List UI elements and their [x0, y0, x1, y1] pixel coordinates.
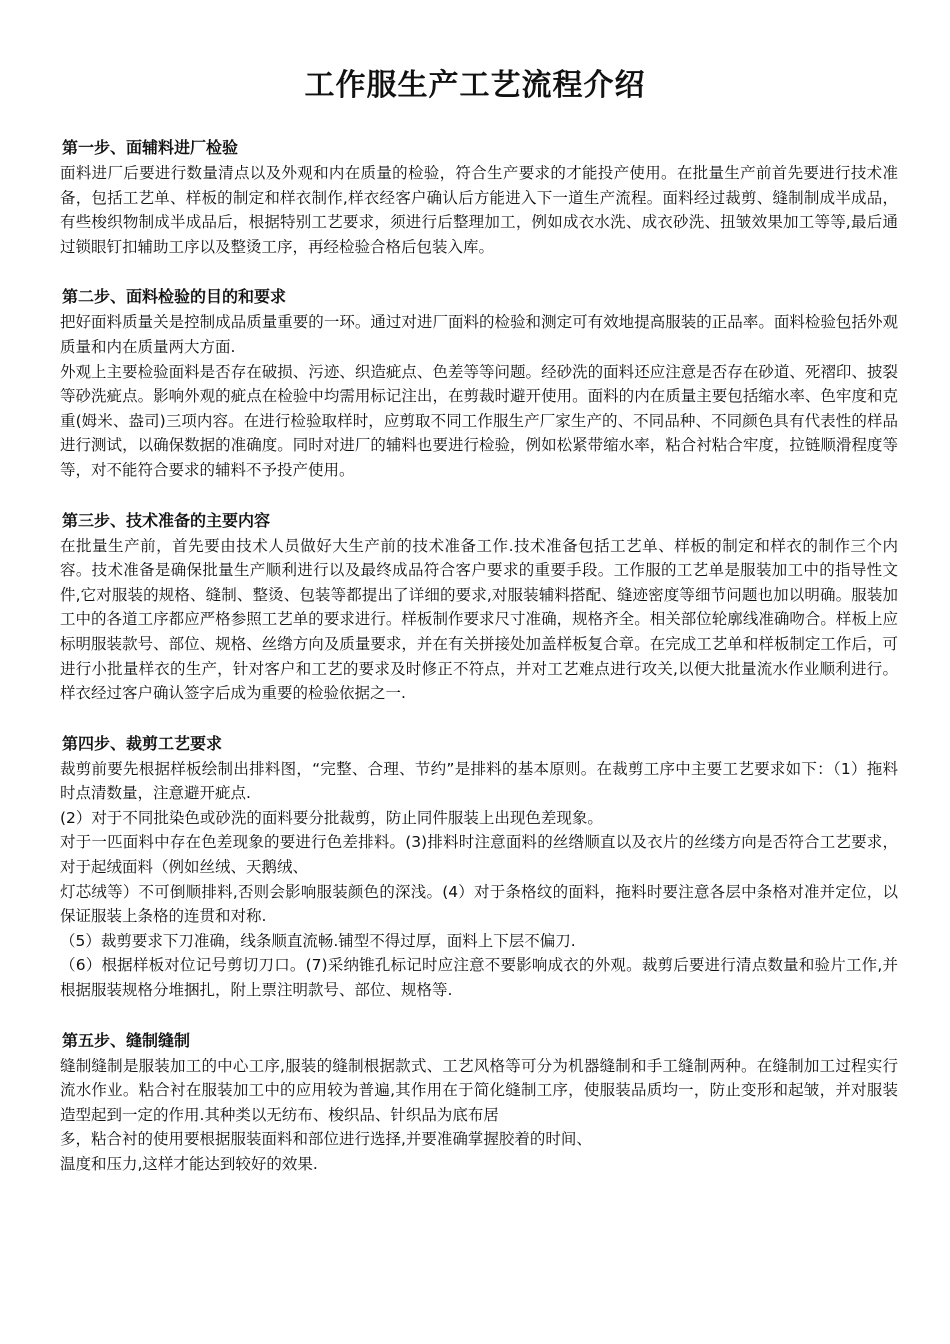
paragraph: （5）裁剪要求下刀准确，线条顺直流畅.铺型不得过厚，面料上下层不偏刀.	[60, 931, 576, 950]
paragraph: （6）根据样板对位记号剪切刀口。(7)采纳锥孔标记时应注意不要影响成衣的外观。裁剪后要进行清点数量和验片工作,并根据服装规格分堆捆扎，附上票注明款号、部位、规格等.	[60, 956, 898, 1000]
paragraph: 温度和压力,这样才能达到较好的效果.	[60, 1155, 318, 1173]
section-heading: 第五步、缝制缝制	[62, 1030, 191, 1050]
section-heading: 第三步、技术准备的主要内容	[62, 510, 271, 530]
document-body	[60, 136, 898, 1203]
section-heading: 第一步、面辅料进厂检验	[62, 138, 239, 157]
paragraph: 裁剪前要先根据样板绘制出排料图，“完整、合理、节约”是排料的基本原则。在裁剪工序中主要工艺要求如下：（1）拖料时点清数量，注意避开疵点.	[60, 759, 898, 803]
paragraph: 在批量生产前，首先要由技术人员做好大生产前的技术准备工作.技术准备包括工艺单、样板的制定和样衣的制作三个内容。技术准备是确保批量生产顺利进行以及最终成品符合客户要求的重要手段。工作服的工艺单是服装加工中的指导性文件,它对服装的规格、缝制、整烫、包装等都提出了详细的要求,对服装辅料搭配、缝迹密度等细节问题也加以明确。服装加工中的各道工序都应严格参照工艺单的要求进行。样板制作要求尺寸准确，规格齐全。相关部位轮廓线准确吻合。样板上应标明服装款号、部位、规格、丝绺方向及质量要求，并在有关拼接处加盖样板复合章。在完成工艺单和样板制定工作后，可进行小批量样衣的生产，针对客户和工艺的要求及时修正不符点，并对工艺难点进行攻关,以便大批量流水作业顺利进行。样衣经过客户确认签字后成为重要的检验依据之一.	[60, 536, 898, 703]
paragraph: 多，粘合衬的使用要根据服装面料和部位进行选择,并要准确掌握胶着的时间、	[60, 1130, 592, 1149]
section-step-1	[60, 136, 898, 259]
section-step-5	[60, 1029, 898, 1177]
paragraph: 灯芯绒等）不可倒顺排料,否则会影响服装颜色的深浅。(4）对于条格纹的面料，拖料时要注意各层中条格对准并定位，以保证服装上条格的连贯和对称.	[60, 882, 898, 926]
paragraph: 面料进厂后要进行数量清点以及外观和内在质量的检验，符合生产要求的才能投产使用。在批量生产前首先要进行技术准备，包括工艺单、样板的制定和样衣制作,样衣经客户确认后方能进入下一道生产流程。面料经过裁剪、缝制制成半成品，有些梭织物制成半成品后，根据特别工艺要求，须进行后整理加工，例如成衣水洗、成衣砂洗、扭皱效果加工等等,最后通过锁眼钉扣辅助工序以及整烫工序，再经检验合格后包装入库。	[60, 164, 898, 256]
paragraph: 缝制缝制是服装加工的中心工序,服装的缝制根据款式、工艺风格等可分为机器缝制和手工缝制两种。在缝制加工过程实行流水作业。粘合衬在服装加工中的应用较为普遍,其作用在于简化缝制工序，使服装品质均一，防止变形和起皱，并对服装造型起到一定的作用.其种类以无纺布、梭织品、针织品为底布居	[60, 1056, 898, 1124]
section-heading: 第二步、面料检验的目的和要求	[62, 287, 287, 307]
section-heading: 第四步、裁剪工艺要求	[62, 733, 223, 753]
paragraph: 把好面料质量关是控制成品质量重要的一环。通过对进厂面料的检验和测定可有效地提高服装的正品率。面料检验包括外观质量和内在质量两大方面.	[60, 313, 898, 356]
paragraph: (2）对于不同批染色或砂洗的面料要分批裁剪，防止同件服装上出现色差现象。	[60, 808, 603, 827]
document-title: 工作服生产工艺流程介绍	[304, 68, 646, 103]
paragraph: 对于一匹面料中存在色差现象的要进行色差排料。(3)排料时注意面料的丝绺顺直以及衣片的丝缕方向是否符合工艺要求，对于起绒面料（例如丝绒、天鹅绒、	[60, 833, 898, 877]
section-step-4	[60, 732, 898, 1003]
paragraph: 外观上主要检验面料是否存在破损、污迹、织造疵点、色差等等问题。经砂洗的面料还应注意是否存在砂道、死褶印、披裂等砂洗疵点。影响外观的疵点在检验中均需用标记注出，在剪裁时避开使用。面料的内在质量主要包括缩水率、色牢度和克重(姆米、盎司)三项内容。在进行检验取样时，应剪取不同工作服生产厂家生产的、不同品种、不同颜色具有代表性的样品进行测试，以确保数据的准确度。同时对进厂的辅料也要进行检验，例如松紧带缩水率，粘合衬粘合牢度，拉链顺滑程度等等，对不能符合要求的辅料不予投产使用。	[60, 362, 898, 479]
section-step-2	[60, 285, 898, 482]
section-step-3	[60, 509, 898, 706]
